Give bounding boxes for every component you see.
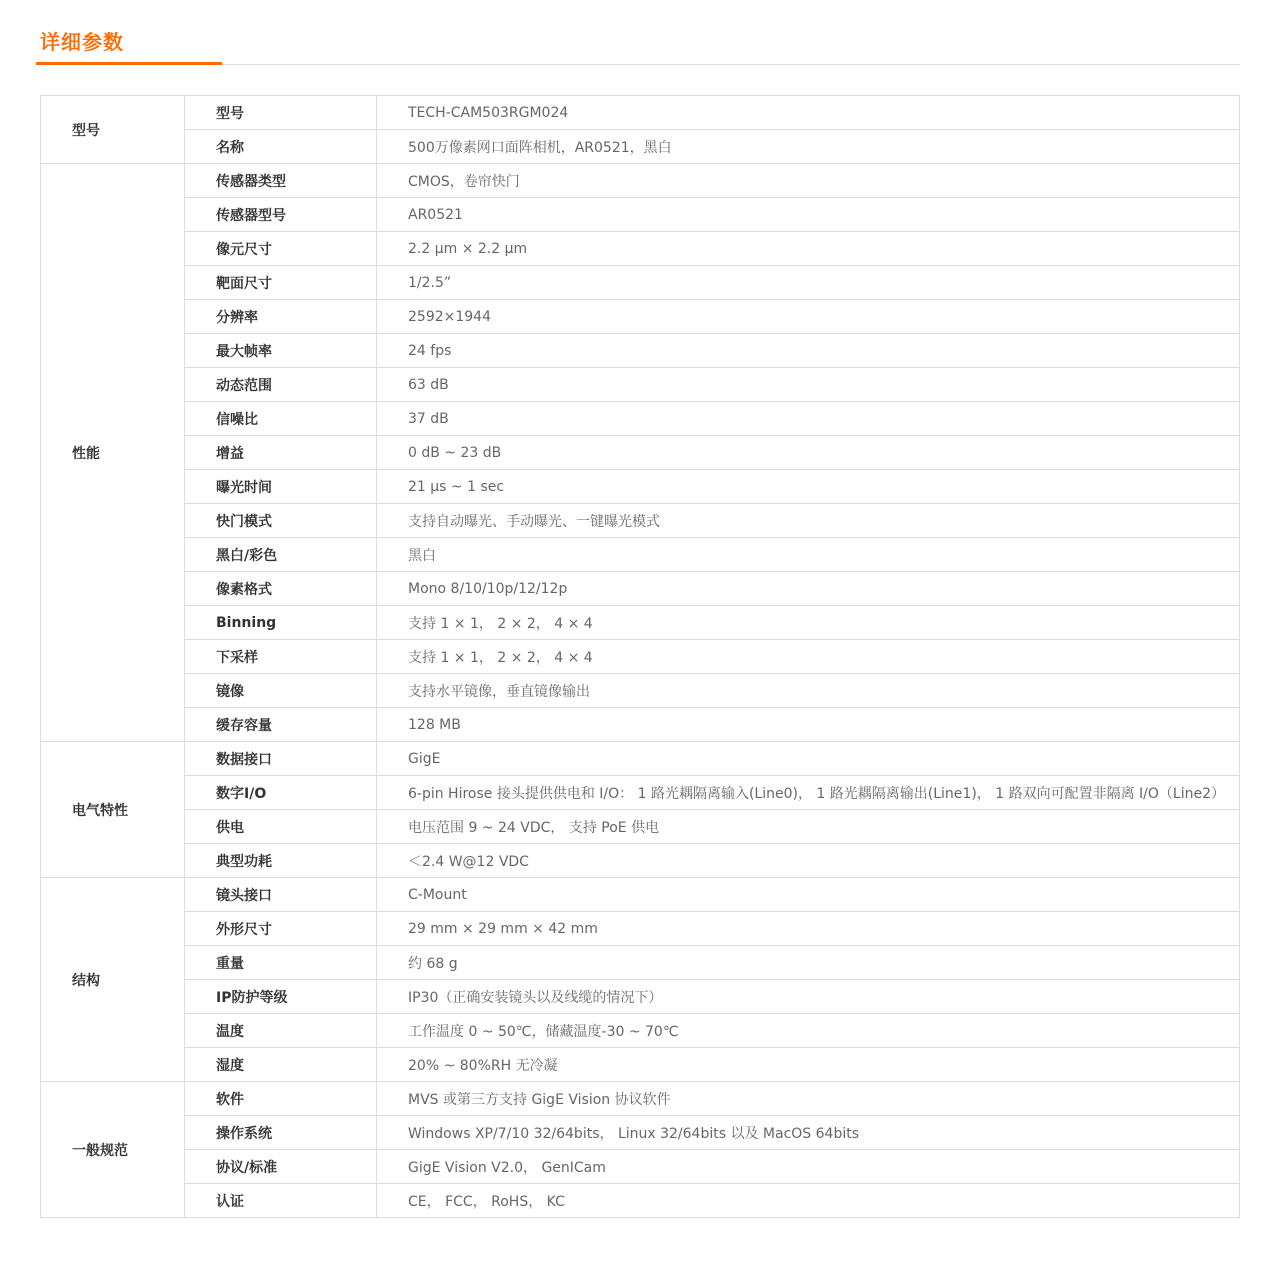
spec-key: 下采样 [185,640,377,674]
spec-key: 操作系统 [185,1116,377,1150]
spec-value: 2592×1944 [377,300,1240,334]
spec-key: 外形尺寸 [185,912,377,946]
spec-row [41,266,1240,300]
group-label: 型号 [41,96,185,164]
spec-key: 协议/标准 [185,1150,377,1184]
spec-row [41,1184,1240,1218]
spec-value: CE， FCC， RoHS， KC [377,1184,1240,1218]
spec-row [41,742,1240,776]
spec-key: 缓存容量 [185,708,377,742]
spec-key: 信噪比 [185,402,377,436]
spec-key: 型号 [185,96,377,130]
spec-row [41,606,1240,640]
spec-value: MVS 或第三方支持 GigE Vision 协议软件 [377,1082,1240,1116]
spec-value: 支持 1 × 1， 2 × 2， 4 × 4 [377,606,1240,640]
spec-row [41,368,1240,402]
group-label: 结构 [41,878,185,1082]
spec-row [41,708,1240,742]
spec-value: 29 mm × 29 mm × 42 mm [377,912,1240,946]
spec-row [41,640,1240,674]
spec-row [41,436,1240,470]
spec-value: 63 dB [377,368,1240,402]
spec-value: 20% ~ 80%RH 无冷凝 [377,1048,1240,1082]
spec-value: IP30（正确安装镜头以及线缆的情况下） [377,980,1240,1014]
spec-value: 128 MB [377,708,1240,742]
spec-key: Binning [185,606,377,640]
spec-value: 37 dB [377,402,1240,436]
spec-key: 供电 [185,810,377,844]
spec-key: 湿度 [185,1048,377,1082]
spec-row [41,572,1240,606]
spec-key: 数字I/O [185,776,377,810]
spec-value: 21 μs ~ 1 sec [377,470,1240,504]
spec-key: 分辨率 [185,300,377,334]
spec-key: 软件 [185,1082,377,1116]
spec-row [41,980,1240,1014]
spec-row [41,878,1240,912]
spec-row [41,810,1240,844]
spec-value: 支持自动曝光、手动曝光、一键曝光模式 [377,504,1240,538]
spec-key: 典型功耗 [185,844,377,878]
spec-value: 约 68 g [377,946,1240,980]
spec-key: 黑白/彩色 [185,538,377,572]
spec-row [41,1150,1240,1184]
spec-key: 认证 [185,1184,377,1218]
spec-value: 工作温度 0 ~ 50℃，储藏温度-30 ~ 70℃ [377,1014,1240,1048]
spec-value: 500万像素网口面阵相机，AR0521，黑白 [377,130,1240,164]
spec-row [41,504,1240,538]
group-label: 一般规范 [41,1082,185,1218]
spec-row [41,130,1240,164]
spec-key: 快门模式 [185,504,377,538]
spec-value: C-Mount [377,878,1240,912]
spec-value: GigE Vision V2.0， GenICam [377,1150,1240,1184]
spec-value: 0 dB ~ 23 dB [377,436,1240,470]
spec-value: AR0521 [377,198,1240,232]
spec-value: 2.2 µm × 2.2 µm [377,232,1240,266]
spec-value: CMOS，卷帘快门 [377,164,1240,198]
spec-row [41,198,1240,232]
spec-row [41,912,1240,946]
spec-row [41,1116,1240,1150]
spec-row [41,674,1240,708]
group-label: 电气特性 [41,742,185,878]
spec-key: 像素格式 [185,572,377,606]
spec-key: 镜头接口 [185,878,377,912]
spec-row [41,1014,1240,1048]
spec-row [41,164,1240,198]
spec-row [41,96,1240,130]
spec-table-body [41,96,1240,1218]
spec-value: ＜2.4 W@12 VDC [377,844,1240,878]
spec-value: 黑白 [377,538,1240,572]
spec-key: 数据接口 [185,742,377,776]
spec-row [41,1082,1240,1116]
spec-key: 靶面尺寸 [185,266,377,300]
spec-row [41,232,1240,266]
spec-key: 重量 [185,946,377,980]
spec-key: 名称 [185,130,377,164]
section-header [36,0,1240,65]
spec-value: 支持 1 × 1， 2 × 2， 4 × 4 [377,640,1240,674]
spec-key: 动态范围 [185,368,377,402]
spec-key: 最大帧率 [185,334,377,368]
spec-row [41,538,1240,572]
title-accent-underline [36,62,222,65]
spec-value: 1/2.5” [377,266,1240,300]
spec-key: 传感器类型 [185,164,377,198]
spec-key: 增益 [185,436,377,470]
spec-value: Mono 8/10/10p/12/12p [377,572,1240,606]
spec-row [41,776,1240,810]
spec-key: 温度 [185,1014,377,1048]
spec-key: 像元尺寸 [185,232,377,266]
spec-key: 传感器型号 [185,198,377,232]
spec-row [41,1048,1240,1082]
spec-value: 24 fps [377,334,1240,368]
spec-value: 6-pin Hirose 接头提供供电和 I/O： 1 路光耦隔离输入(Line0)， 1 路光耦隔离输出(Line1)， 1 路双向可配置非隔离 I/O（Line2） [377,776,1240,810]
spec-value: 电压范围 9 ~ 24 VDC， 支持 PoE 供电 [377,810,1240,844]
spec-value: Windows XP/7/10 32/64bits， Linux 32/64bits 以及 MacOS 64bits [377,1116,1240,1150]
spec-row [41,844,1240,878]
group-label: 性能 [41,164,185,742]
spec-key: 曝光时间 [185,470,377,504]
spec-row [41,946,1240,980]
spec-value: TECH-CAM503RGM024 [377,96,1240,130]
spec-row [41,470,1240,504]
spec-value: 支持水平镜像，垂直镜像输出 [377,674,1240,708]
spec-row [41,334,1240,368]
spec-row [41,402,1240,436]
spec-key: IP防护等级 [185,980,377,1014]
spec-value: GigE [377,742,1240,776]
spec-key: 镜像 [185,674,377,708]
spec-table [40,95,1240,1218]
spec-row [41,300,1240,334]
section-title: 详细参数 [40,30,124,54]
